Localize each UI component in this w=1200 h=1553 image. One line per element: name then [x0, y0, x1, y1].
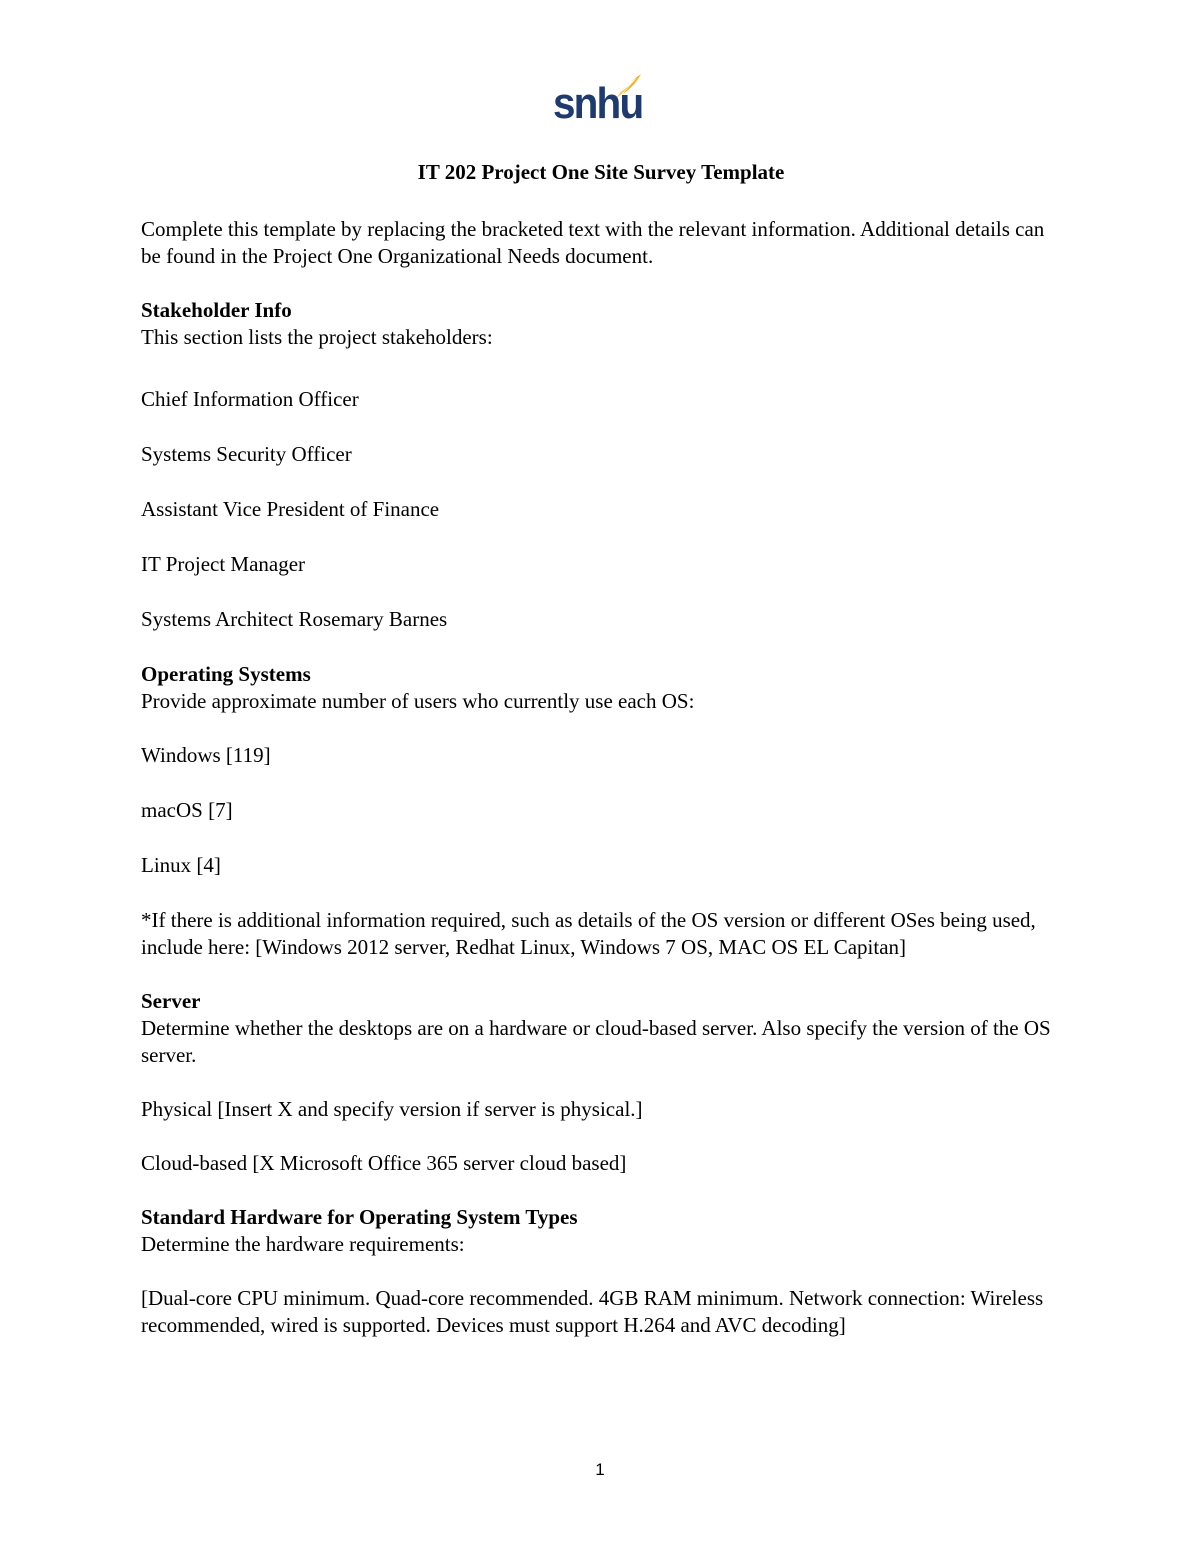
server-cloud: Cloud-based [X Microsoft Office 365 server cloud based] [141, 1151, 627, 1175]
server-physical: Physical [Insert X and specify version if server is physical.] [141, 1097, 643, 1121]
os-item-linux: Linux [4] [141, 853, 221, 877]
stakeholder-item: Systems Architect Rosemary Barnes [141, 607, 448, 631]
stakeholder-item: Assistant Vice President of Finance [141, 497, 440, 521]
hardware-heading: Standard Hardware for Operating System Types [141, 1205, 578, 1229]
os-description: Provide approximate number of users who currently use each OS: [141, 689, 695, 713]
logo-wordmark: snhu [553, 79, 643, 128]
document-body [141, 155, 1061, 1339]
stakeholder-heading: Stakeholder Info [141, 298, 292, 322]
hardware-description: Determine the hardware requirements: [141, 1232, 465, 1256]
stakeholder-description: This section lists the project stakeholders: [141, 325, 493, 349]
snhu-logo [553, 72, 643, 134]
server-description: Determine whether the desktops are on a hardware or cloud-based server. Also specify the version of the OS server. [141, 1016, 1051, 1067]
os-item-macos: macOS [7] [141, 798, 233, 822]
os-item-windows: Windows [119] [141, 743, 271, 767]
server-heading: Server [141, 989, 201, 1013]
os-heading: Operating Systems [141, 662, 311, 686]
stakeholder-item: Systems Security Officer [141, 442, 352, 466]
os-note: *If there is additional information required, such as details of the OS version or different OSes being used, include here: [Windows 2012 server, Redhat Linux, Windows 7 OS, MAC OS EL Capitan] [141, 908, 1036, 959]
page-number: 1 [595, 1460, 605, 1479]
stakeholder-item: Chief Information Officer [141, 387, 359, 411]
document-title: IT 202 Project One Site Survey Template [417, 160, 785, 184]
hardware-requirements: [Dual-core CPU minimum. Quad-core recommended. 4GB RAM minimum. Network connection: Wireless recommended, wired is supported. Devices must support H.264 and AVC decoding] [141, 1286, 1044, 1337]
intro-paragraph: Complete this template by replacing the bracketed text with the relevant information. Additional details can be found in the Project One Organizational Needs document. [141, 217, 1045, 268]
stakeholder-item: IT Project Manager [141, 552, 306, 576]
